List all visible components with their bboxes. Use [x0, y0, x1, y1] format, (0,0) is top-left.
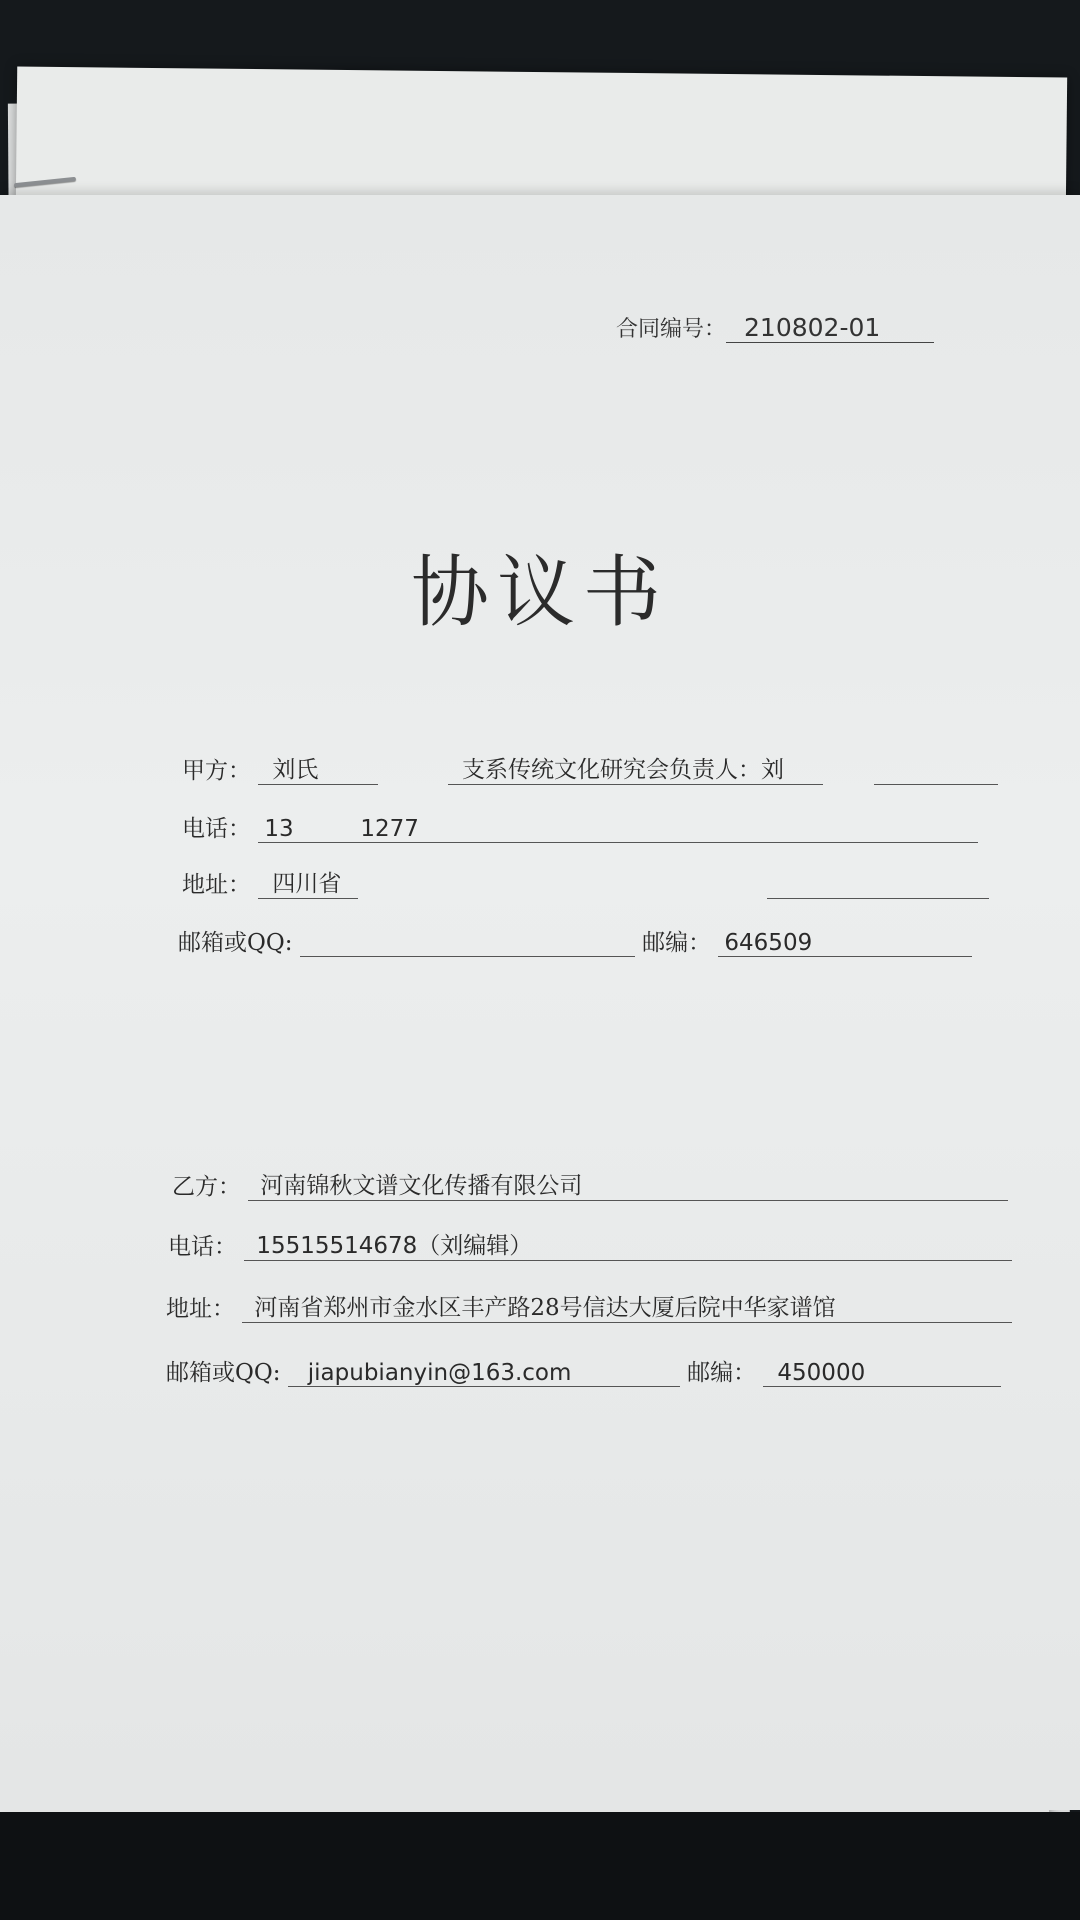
party-b-address-label: 地址：	[166, 1296, 235, 1322]
contract-number-label: 合同编号：	[616, 317, 727, 342]
document-title: 协议书	[410, 548, 669, 638]
party-a-phone-part2: 1277	[360, 816, 419, 842]
party-a-name-line-3	[874, 758, 998, 785]
party-a-label: 甲方：	[182, 758, 251, 784]
party-b-postcode-line	[763, 1360, 1001, 1387]
party-b-address-line	[242, 1296, 1012, 1323]
party-a-email-label: 邮箱或QQ:	[178, 930, 293, 956]
party-b-name-row	[172, 1168, 1008, 1201]
party-a-address-line-1	[258, 872, 358, 899]
party-a-phone-row	[182, 810, 978, 843]
party-a-name-part1: 刘氏	[272, 757, 319, 783]
party-b-email-line	[288, 1360, 680, 1387]
party-a-address-value: 四川省	[272, 871, 342, 897]
contract-number-value: 210802-01	[726, 313, 934, 343]
party-a-address-line-2	[767, 872, 989, 899]
party-b-postcode-value: 450000	[777, 1360, 866, 1386]
party-b-email-label: 邮箱或QQ:	[166, 1360, 281, 1386]
party-b-phone-value: 15515514678（刘编辑）	[256, 1233, 533, 1259]
party-b-email-value: jiapubianyin@163.com	[307, 1360, 572, 1386]
party-b-name-line	[248, 1174, 1008, 1201]
party-a-email-line	[300, 930, 635, 957]
party-a-address-row	[182, 866, 989, 899]
party-b-name-value: 河南锦秋文谱文化传播有限公司	[260, 1173, 583, 1199]
party-b-address-value: 河南省郑州市金水区丰产路28号信达大厦后院中华家谱馆	[254, 1295, 836, 1321]
party-a-name-line-1	[258, 758, 378, 785]
contract-number	[616, 312, 934, 343]
party-b-phone-line	[244, 1234, 1012, 1261]
party-b-postcode-label: 邮编：	[687, 1360, 757, 1386]
dark-background-bottom	[0, 1812, 1080, 1920]
party-a-postcode-label: 邮编：	[642, 930, 712, 956]
party-a-phone-part1: 13	[264, 816, 294, 842]
party-b-phone-label: 电话：	[168, 1234, 237, 1260]
party-a-name-part2: 支系传统文化研究会负责人：刘	[461, 757, 784, 783]
party-a-email-row	[178, 924, 972, 957]
party-a-phone-line	[258, 816, 978, 843]
party-a-postcode-value: 646509	[724, 930, 813, 956]
party-b-phone-row	[168, 1228, 1012, 1261]
party-a-address-label: 地址：	[182, 872, 251, 898]
party-a-name-row	[182, 752, 998, 785]
agreement-page	[0, 195, 1080, 1810]
party-a-phone-label: 电话：	[182, 816, 251, 842]
party-a-postcode-line	[718, 930, 972, 957]
party-b-email-row	[166, 1354, 1001, 1387]
party-a-name-line-2	[448, 758, 823, 785]
party-b-label: 乙方：	[172, 1174, 241, 1200]
party-b-address-row	[166, 1290, 1012, 1323]
